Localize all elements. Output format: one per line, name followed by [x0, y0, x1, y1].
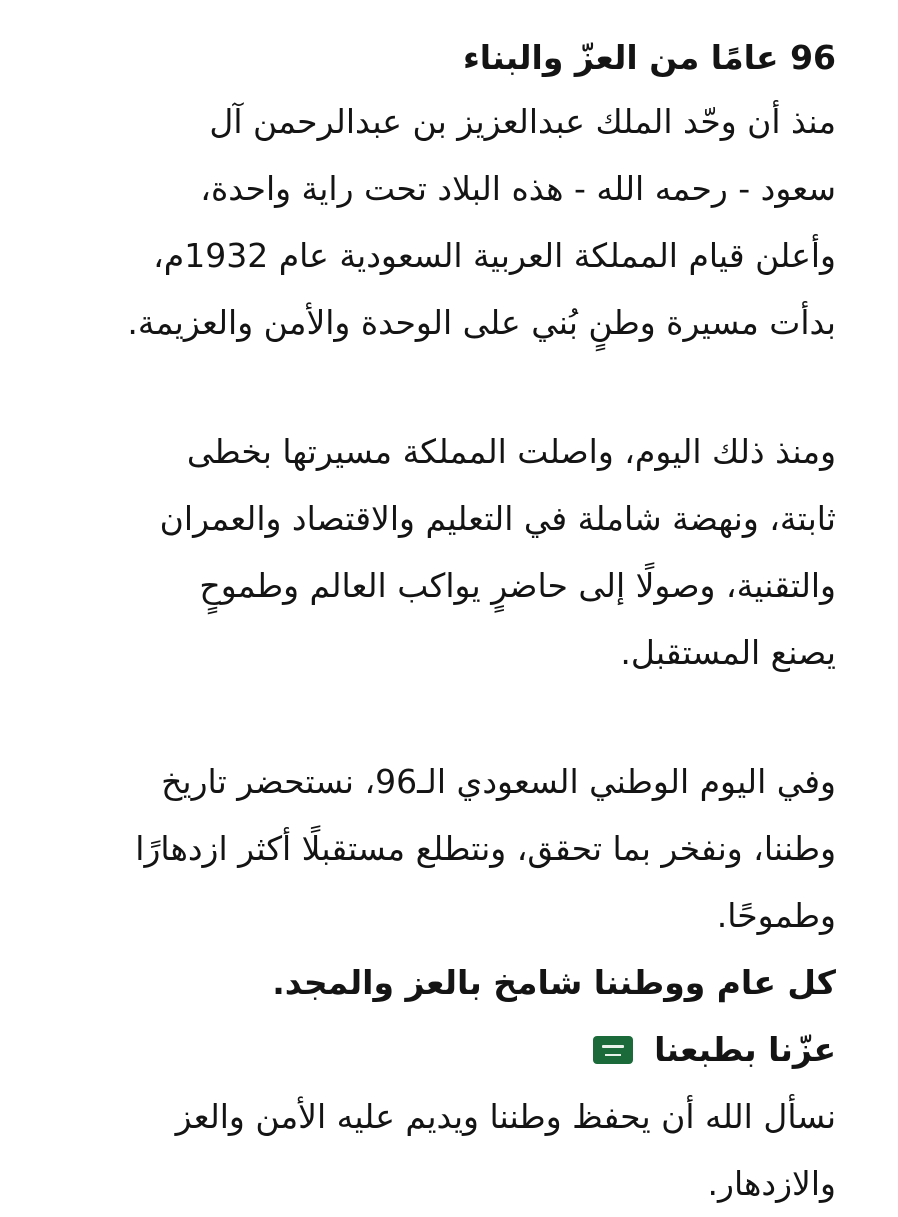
- paragraph-national-day: [46, 748, 836, 949]
- paragraph-spacer: [46, 356, 836, 418]
- paragraph-line: وأعلن قيام المملكة العربية السعودية عام 1932م،: [153, 236, 836, 275]
- paragraph-line: يصنع المستقبل.: [620, 633, 836, 672]
- paragraph-line: سعود - رحمه الله - هذه البلاد تحت راية واحدة،: [200, 169, 836, 208]
- saudi-flag-icon: [593, 1036, 633, 1064]
- paragraph-line: بدأت مسيرة وطنٍ بُني على الوحدة والأمن والعزيمة.: [127, 303, 836, 342]
- paragraph-line: وطننا، ونفخر بما تحقق، ونتطلع مستقبلًا أكثر ازدهارًا: [135, 829, 836, 868]
- paragraph-line: منذ أن وحّد الملك عبدالعزيز بن عبدالرحمن آل: [209, 102, 836, 141]
- wish-line: كل عام ووطننا شامخ بالعز والمجد.: [272, 963, 836, 1002]
- paragraph-unification: [46, 88, 836, 356]
- hashtag-line: [46, 1016, 836, 1083]
- paragraph-line: ومنذ ذلك اليوم، واصلت المملكة مسيرتها بخطى: [186, 432, 836, 471]
- hashtag-text: عزّنا بطبعنا: [654, 1030, 836, 1069]
- paragraph-line: ثابتة، ونهضة شاملة في التعليم والاقتصاد والعمران: [159, 499, 836, 538]
- paragraph-line: وفي اليوم الوطني السعودي الـ96، نستحضر تاريخ: [161, 762, 836, 801]
- paragraph-line: نسأل الله أن يحفظ وطننا ويديم عليه الأمن والعز: [175, 1097, 836, 1136]
- paragraph-progress: [46, 418, 836, 686]
- paragraph-line: والازدهار.: [707, 1164, 836, 1203]
- paragraph-line: والتقنية، وصولًا إلى حاضرٍ يواكب العالم وطموحٍ: [199, 566, 836, 605]
- paragraph-line: وطموحًا.: [716, 896, 836, 935]
- paragraph-spacer: [46, 686, 836, 748]
- document-title: 96 عامًا من العزّ والبناء: [462, 38, 836, 77]
- document-body: [46, 28, 836, 1217]
- paragraph-closing: [46, 1083, 836, 1217]
